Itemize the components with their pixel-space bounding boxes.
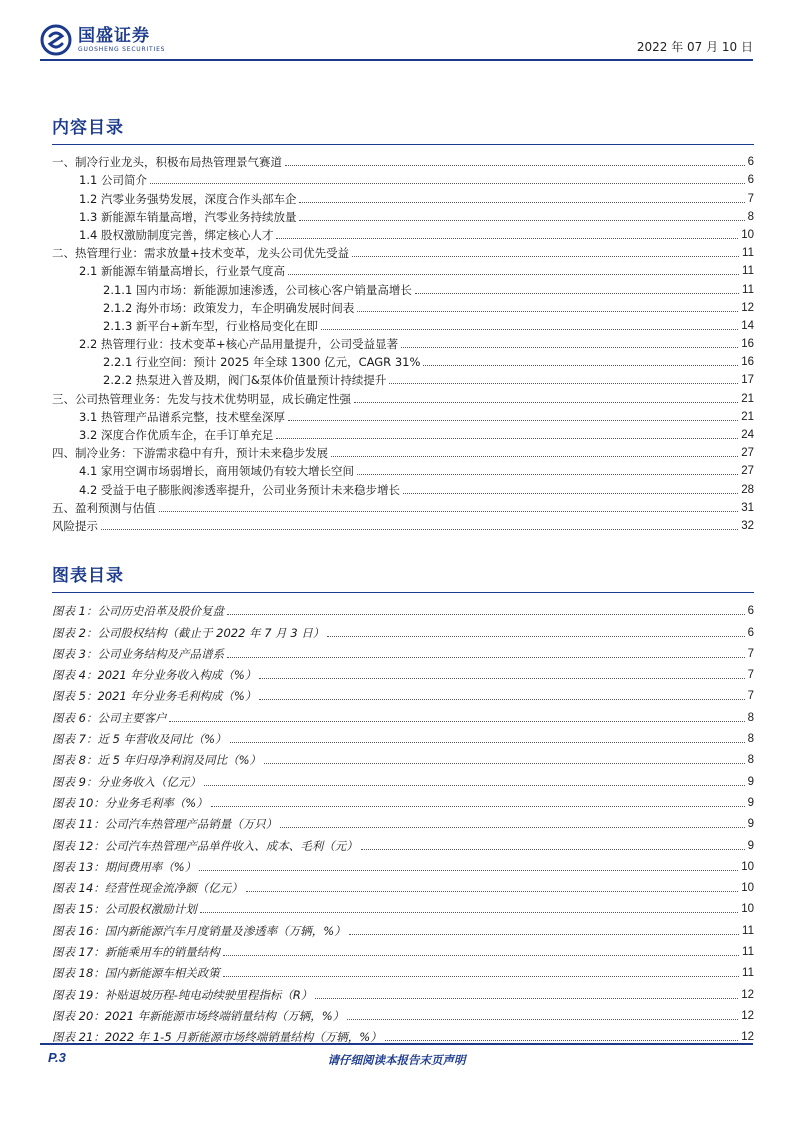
toc-dot-leader (331, 456, 738, 457)
figure-entry-title: 图表 18：国内新能源车相关政策 (52, 966, 220, 981)
toc-entry-page: 14 (741, 319, 754, 332)
toc-entry-page: 28 (741, 483, 754, 496)
toc-entry[interactable] (52, 406, 754, 424)
toc-dot-leader (101, 529, 738, 530)
toc-entry-page: 6 (747, 156, 754, 169)
figure-dot-leader (246, 891, 738, 892)
figure-entry-page: 9 (747, 796, 754, 809)
toc-entry-page: 10 (741, 228, 754, 241)
figure-entry-title: 图表 14：经营性现金流净额（亿元） (52, 881, 243, 896)
figure-entry[interactable] (52, 959, 754, 980)
toc-entry-page: 11 (742, 265, 754, 278)
figure-entry-page: 6 (747, 605, 754, 618)
figure-entry-page: 7 (747, 669, 754, 682)
toc-entry[interactable] (52, 260, 754, 278)
toc-entry[interactable] (52, 242, 754, 260)
figure-entry[interactable] (52, 938, 754, 959)
report-date: 2022 年 07 月 10 日 (636, 40, 753, 54)
figure-dot-leader (264, 763, 745, 764)
toc-entry[interactable] (52, 460, 754, 478)
toc-dot-leader (285, 165, 745, 166)
toc-entry[interactable] (52, 187, 754, 205)
toc-dot-leader (357, 311, 738, 312)
figure-entry-title: 图表 2：公司股权结构（截止于 2022 年 7 月 3 日） (52, 625, 325, 640)
figure-dot-leader (259, 699, 744, 700)
figure-dot-leader (361, 849, 745, 850)
figure-dot-leader (169, 721, 744, 722)
figure-dot-leader (223, 976, 739, 977)
toc-dot-leader (403, 493, 738, 494)
toc-entry-title: 风险提示 (52, 518, 98, 533)
toc-entry-page: 27 (741, 465, 754, 478)
figure-entry[interactable] (52, 831, 754, 852)
toc-dot-leader (389, 383, 738, 384)
figure-entry[interactable] (52, 789, 754, 810)
toc-entry[interactable] (52, 369, 754, 387)
contents-title-divider (52, 144, 754, 145)
logo-mark-icon (40, 24, 72, 56)
figure-dot-leader (385, 1040, 738, 1041)
figure-dot-leader (327, 636, 744, 637)
figure-entry-page: 12 (741, 988, 754, 1001)
figure-entry[interactable] (52, 895, 754, 916)
toc-entry[interactable] (52, 333, 754, 351)
figure-dot-leader (280, 827, 744, 828)
figure-dot-leader (199, 870, 738, 871)
figure-entry-page: 12 (741, 1031, 754, 1044)
figure-entry-title: 图表 11：公司汽车热管理产品销量（万只） (52, 817, 278, 832)
figure-dot-leader (223, 955, 739, 956)
toc-dot-leader (288, 420, 738, 421)
toc-entry-title: 四、制冷业务：下游需求稳中有升，预计未来稳步发展 (52, 446, 328, 461)
toc-entry[interactable] (52, 497, 754, 515)
logo-name-en: GUOSHENG SECURITIES (78, 46, 166, 53)
toc-entry[interactable] (52, 224, 754, 242)
figure-entry-page: 9 (747, 818, 754, 831)
figure-dot-leader (227, 657, 745, 658)
toc-entry-page: 7 (747, 192, 754, 205)
figure-entry-page: 9 (747, 839, 754, 852)
contents-list (52, 151, 754, 533)
figure-dot-leader (259, 678, 744, 679)
figure-entry[interactable] (52, 597, 754, 618)
figure-entry-page: 8 (747, 733, 754, 746)
toc-entry[interactable] (52, 442, 754, 460)
figure-entry[interactable] (52, 1002, 754, 1023)
figure-entry-title: 图表 7：近 5 年营收及同比（%） (52, 732, 227, 747)
company-logo (40, 22, 165, 58)
toc-entry-page: 17 (741, 374, 754, 387)
figure-dot-leader (347, 1019, 738, 1020)
toc-entry[interactable] (52, 315, 754, 333)
toc-dot-leader (401, 347, 738, 348)
figure-entry-page: 10 (741, 903, 754, 916)
toc-entry-page: 31 (741, 501, 754, 514)
figure-entry-page: 11 (742, 967, 754, 980)
toc-entry-page: 11 (742, 247, 754, 260)
figure-entry-page: 11 (742, 924, 754, 937)
figure-entry[interactable] (52, 980, 754, 1001)
toc-entry-page: 16 (741, 356, 754, 369)
toc-dot-leader (276, 238, 738, 239)
toc-dot-leader (159, 511, 739, 512)
toc-dot-leader (415, 293, 739, 294)
toc-entry-page: 12 (741, 301, 754, 314)
figure-entry-title: 图表 13：期间费用率（%） (52, 859, 197, 874)
figure-dot-leader (204, 785, 745, 786)
figure-entry[interactable] (52, 725, 754, 746)
figure-entry-page: 7 (747, 690, 754, 703)
toc-dot-leader (357, 474, 738, 475)
toc-entry[interactable] (52, 169, 754, 187)
toc-entry-title: 二、热管理行业：需求放量+技术变革，龙头公司优先受益 (52, 246, 350, 261)
figure-dot-leader (230, 742, 745, 743)
figure-entry[interactable] (52, 767, 754, 788)
toc-entry-title: 1.1 公司简介 (79, 173, 147, 188)
toc-dot-leader (352, 256, 739, 257)
toc-dot-leader (150, 183, 745, 184)
toc-entry-page: 21 (741, 392, 754, 405)
figure-entry-title: 图表 5：2021 年分业务毛利构成（%） (52, 689, 257, 704)
figure-entry[interactable] (52, 1023, 754, 1044)
footer-disclaimer: 请仔细阅读本报告末页声明 (327, 1053, 466, 1067)
toc-entry[interactable] (52, 478, 754, 496)
toc-entry-title: 1.3 新能源车销量高增，汽零业务持续放量 (79, 209, 297, 224)
figure-entry-title: 图表 9：分业务收入（亿元） (52, 774, 201, 789)
toc-entry-page: 8 (747, 210, 754, 223)
toc-entry-title: 2.1 新能源车销量高增长，行业景气度高 (79, 264, 285, 279)
figures-title: 图表目录 (52, 566, 124, 586)
figure-entry-title: 图表 6：公司主要客户 (52, 710, 167, 725)
toc-entry-title: 2.1.3 新平台+新车型，行业格局变化在即 (103, 318, 319, 333)
figure-entry[interactable] (52, 661, 754, 682)
figure-entry-title: 图表 12：公司汽车热管理产品单件收入、成本、毛利（元） (52, 838, 358, 853)
figure-entry-title: 图表 4：2021 年分业务收入构成（%） (52, 668, 257, 683)
toc-entry[interactable] (52, 424, 754, 442)
toc-entry-page: 27 (741, 447, 754, 460)
figure-entry[interactable] (52, 703, 754, 724)
toc-entry-title: 2.2 热管理行业：技术变革+核心产品用量提升，公司受益显著 (79, 337, 399, 352)
figure-entry-title: 图表 3：公司业务结构及产品谱系 (52, 646, 224, 661)
toc-dot-leader (276, 438, 738, 439)
figure-entry[interactable] (52, 810, 754, 831)
figure-entry-title: 图表 1：公司历史沿革及股价复盘 (52, 604, 224, 619)
figure-entry-page: 6 (747, 626, 754, 639)
toc-entry-title: 2.1.2 海外市场：政策发力，车企明确发展时间表 (103, 300, 355, 315)
figure-entry-page: 10 (741, 860, 754, 873)
toc-entry-page: 21 (741, 410, 754, 423)
figure-dot-leader (315, 998, 738, 999)
figure-entry-title: 图表 8：近 5 年归母净利润及同比（%） (52, 753, 262, 768)
figure-entry-page: 12 (741, 1009, 754, 1022)
toc-entry[interactable] (52, 387, 754, 405)
figure-entry-title: 图表 15：公司股权激励计划 (52, 902, 197, 917)
logo-name-cn: 国盛证券 (78, 26, 150, 46)
toc-entry-title: 1.4 股权激励制度完善，绑定核心人才 (79, 227, 274, 242)
page-number: P.3 (48, 1050, 66, 1065)
figure-entry[interactable] (52, 618, 754, 639)
toc-entry[interactable] (52, 151, 754, 169)
figure-entry-title: 图表 21：2022 年 1-5 月新能源市场终端销量结构（万辆，%） (52, 1030, 382, 1045)
toc-entry-page: 16 (741, 338, 754, 351)
figure-entry-page: 8 (747, 711, 754, 724)
figure-dot-leader (211, 806, 745, 807)
figure-entry-title: 图表 19：补贴退坡历程-纯电动续驶里程指标（R） (52, 987, 313, 1002)
toc-dot-leader (299, 202, 744, 203)
figure-entry-page: 9 (747, 775, 754, 788)
figure-entry-title: 图表 10：分业务毛利率（%） (52, 795, 208, 810)
toc-entry[interactable] (52, 351, 754, 369)
toc-entry-page: 32 (741, 519, 754, 532)
toc-entry[interactable] (52, 515, 754, 533)
figure-entry-title: 图表 20：2021 年新能源市场终端销量结构（万辆，%） (52, 1008, 345, 1023)
toc-entry[interactable] (52, 278, 754, 296)
figure-dot-leader (227, 614, 745, 615)
toc-entry[interactable] (52, 297, 754, 315)
figure-entry-title: 图表 16：国内新能源汽车月度销量及渗透率（万辆，%） (52, 923, 346, 938)
contents-title: 内容目录 (52, 118, 124, 138)
figure-entry-page: 11 (742, 946, 754, 959)
toc-entry[interactable] (52, 206, 754, 224)
toc-entry-title: 五、盈利预测与估值 (52, 500, 156, 515)
figure-entry-title: 图表 17：新能乘用车的销量结构 (52, 945, 220, 960)
toc-entry-title: 3.1 热管理产品谱系完整，技术壁垒深厚 (79, 409, 285, 424)
figure-dot-leader (200, 912, 738, 913)
toc-dot-leader (321, 329, 738, 330)
figure-entry[interactable] (52, 746, 754, 767)
figure-entry[interactable] (52, 682, 754, 703)
toc-dot-leader (354, 402, 738, 403)
toc-entry-title: 三、公司热管理业务：先发与技术优势明显，成长确定性强 (52, 391, 351, 406)
toc-entry-title: 1.2 汽零业务强势发展，深度合作头部车企 (79, 191, 297, 206)
figure-entry-page: 10 (741, 882, 754, 895)
header-divider (40, 59, 753, 61)
figure-dot-leader (349, 934, 739, 935)
toc-entry-title: 4.2 受益于电子膨胀阀渗透率提升，公司业务预计未来稳步增长 (79, 482, 400, 497)
toc-entry-title: 4.1 家用空调市场弱增长，商用领域仍有较大增长空间 (79, 464, 354, 479)
toc-entry-title: 2.2.1 行业空间：预计 2025 年全球 1300 亿元，CAGR 31% (103, 355, 421, 370)
figure-entry[interactable] (52, 640, 754, 661)
toc-entry-title: 2.2.2 热泵进入普及期，阀门&泵体价值量预计持续提升 (103, 373, 387, 388)
figures-list (52, 597, 754, 1044)
figure-entry-page: 7 (747, 647, 754, 660)
toc-entry-title: 3.2 深度合作优质车企，在手订单充足 (79, 428, 274, 442)
toc-dot-leader (288, 274, 739, 275)
toc-dot-leader (423, 365, 738, 366)
figure-entry[interactable] (52, 916, 754, 937)
figure-entry-page: 8 (747, 754, 754, 767)
toc-entry-page: 11 (742, 283, 754, 296)
toc-dot-leader (299, 220, 744, 221)
figure-entry[interactable] (52, 874, 754, 895)
toc-entry-title: 2.1.1 国内市场：新能源加速渗透，公司核心客户销量高增长 (103, 282, 412, 297)
figures-title-divider (52, 592, 754, 593)
toc-entry-title: 一、制冷行业龙头，积极布局热管理景气赛道 (52, 155, 282, 170)
toc-entry-page: 6 (747, 174, 754, 187)
footer-divider (40, 1043, 753, 1045)
toc-entry-page: 24 (741, 429, 754, 441)
figure-entry[interactable] (52, 853, 754, 874)
